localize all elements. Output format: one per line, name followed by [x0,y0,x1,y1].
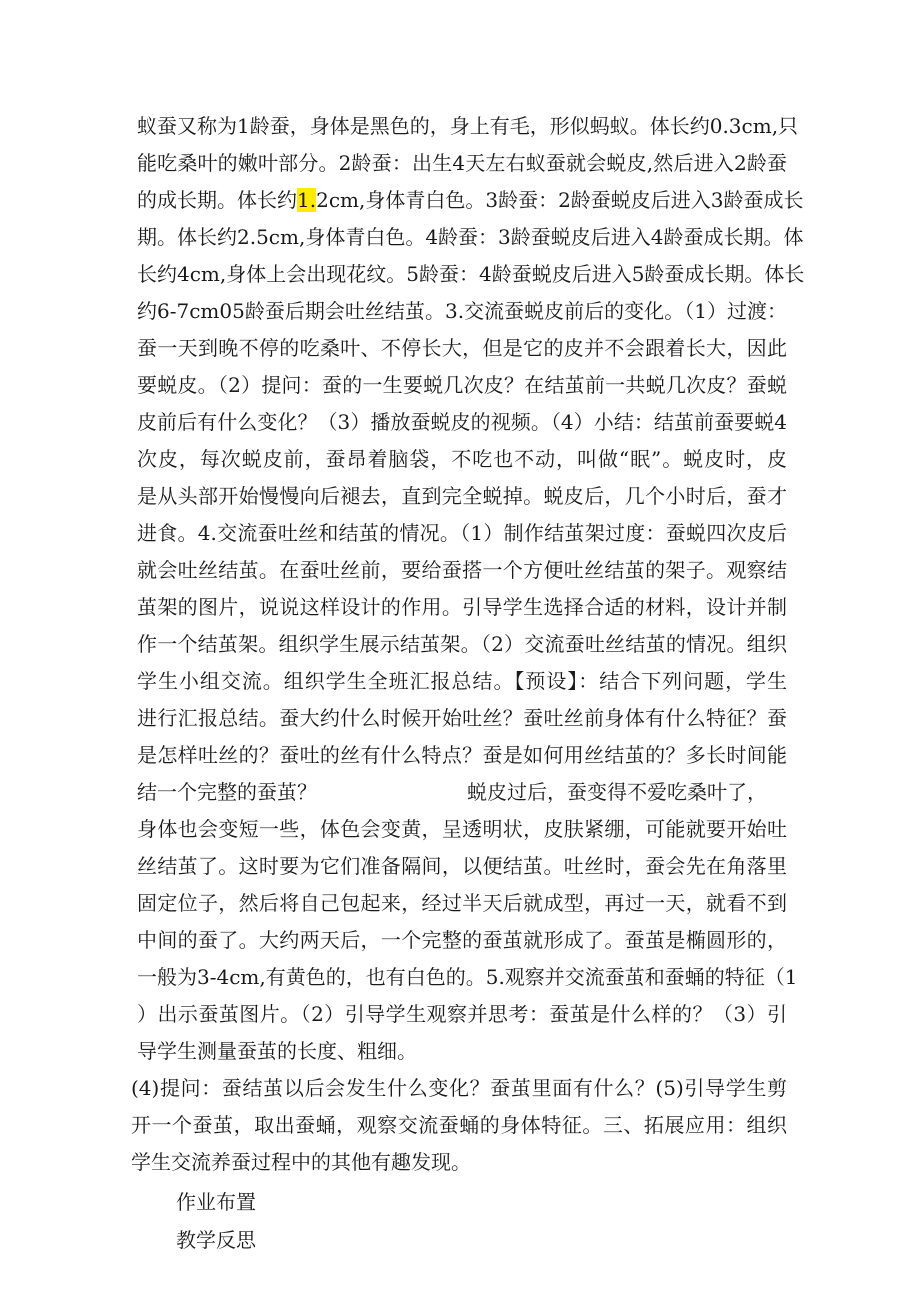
paragraph-line: 学生交流养蚕过程中的其他有趣发现。 [131,1150,471,1174]
paragraph-line: 要蜕皮。（2）提问：蚕的一生要蜕几次皮？在结茧前一共蜕几次皮？蚕蜕 [137,373,787,397]
paragraph-line: 约6-7cm05龄蚕后期会吐丝结茧。3.交流蚕蜕皮前后的变化。（1）过渡： [137,299,787,323]
paragraph-line: 学生小组交流。组织学生全班汇报总结。【预设】：结合下列问题，学生 [137,669,787,693]
highlighted-text: 1. [297,188,317,212]
paragraph-line: 蚁蚕又称为1龄蚕，身体是黑色的，身上有毛，形似蚂蚁。体长约0.3cm,只 [137,114,799,138]
paragraph-line: 丝结茧了。这时要为它们准备隔间，以便结茧。吐丝时，蚕会先在角落里 [137,854,787,878]
paragraph-line: 固定位子，然后将自己包起来，经过半天后就成型，再过一天，就看不到 [137,891,787,915]
paragraph-line: 能吃桑叶的嫩叶部分。2龄蚕：出生4天左右蚁蚕就会蜕皮,然后进入2龄蚕 [137,151,787,175]
paragraph-line: 是从头部开始慢慢向后褪去，直到完全蜕掉。蜕皮后，几个小时后，蚕才 [137,484,787,508]
paragraph-line: 身体也会变短一些，体色会变黄，呈透明状，皮肤紧绷，可能就要开始吐 [137,817,787,841]
paragraph-line: 中间的蚕了。大约两天后，一个完整的蚕茧就形成了。蚕茧是椭圆形的， [137,928,787,952]
paragraph-line: 次皮，每次蜕皮前，蚕昂着脑袋，不吃也不动，叫做“眠”。蜕皮时，皮 [137,447,787,471]
text-segment: 的成长期。体长约 [137,188,297,212]
paragraph-line [137,774,787,810]
paragraph-line: 期。体长约2.5cm,身体青白色。4龄蚕：3龄蚕蜕皮后进入4龄蚕成长期。体 [137,225,804,249]
paragraph-line: 导学生测量蚕茧的长度、粗细。 [137,1039,417,1063]
paragraph-line: 进食。4.交流蚕吐丝和结茧的情况。（1）制作结茧架过度：蚕蜕四次皮后 [137,521,787,545]
text-segment: 蜕皮过后，蚕变得不爱吃桑叶了， [467,780,767,804]
text-segment: 2cm,身体青白色。3龄蚕：2龄蚕蜕皮后进入3龄蚕成长 [316,188,804,212]
paragraph-line [137,182,804,218]
paragraph-line: (4)提问：蚕结茧以后会发生什么变化？蚕茧里面有什么？(5)引导学生剪 [131,1076,787,1100]
paragraph-line: 进行汇报总结。蚕大约什么时候开始吐丝？蚕吐丝前身体有什么特征？蚕 [137,706,787,730]
paragraph-line: 蚕一天到晚不停的吃桑叶、不停长大，但是它的皮并不会跟着长大，因此 [137,336,787,360]
text-segment: 结一个完整的蚕茧？ [137,780,317,804]
section-heading-homework: 作业布置 [176,1190,256,1214]
paragraph-line: 是怎样吐丝的？蚕吐的丝有什么特点？蚕是如何用丝结茧的？多长时间能 [137,743,787,767]
paragraph-line: 就会吐丝结茧。在蚕吐丝前，要给蚕搭一个方便吐丝结茧的架子。观察结 [137,558,787,582]
paragraph-line: ）出示蚕茧图片。（2）引导学生观察并思考：蚕茧是什么样的？（3）引 [137,1002,787,1026]
paragraph-line: 茧架的图片，说说这样设计的作用。引导学生选择合适的材料，设计并制 [137,595,787,619]
paragraph-line: 皮前后有什么变化？（3）播放蚕蜕皮的视频。（4）小结：结茧前蚕要蜕4 [137,410,787,434]
section-heading-reflection: 教学反思 [176,1228,256,1252]
paragraph-line: 一般为3-4cm,有黄色的，也有白色的。5.观察并交流蚕茧和蚕蛹的特征（1 [137,965,798,989]
paragraph-line: 开一个蚕茧，取出蚕蛹，观察交流蚕蛹的身体特征。三、拓展应用：组织 [131,1113,787,1137]
paragraph-line: 作一个结茧架。组织学生展示结茧架。（2）交流蚕吐丝结茧的情况。组织 [137,632,787,656]
paragraph-line: 长约4cm,身体上会出现花纹。5龄蚕：4龄蚕蜕皮后进入5龄蚕成长期。体长 [137,262,805,286]
